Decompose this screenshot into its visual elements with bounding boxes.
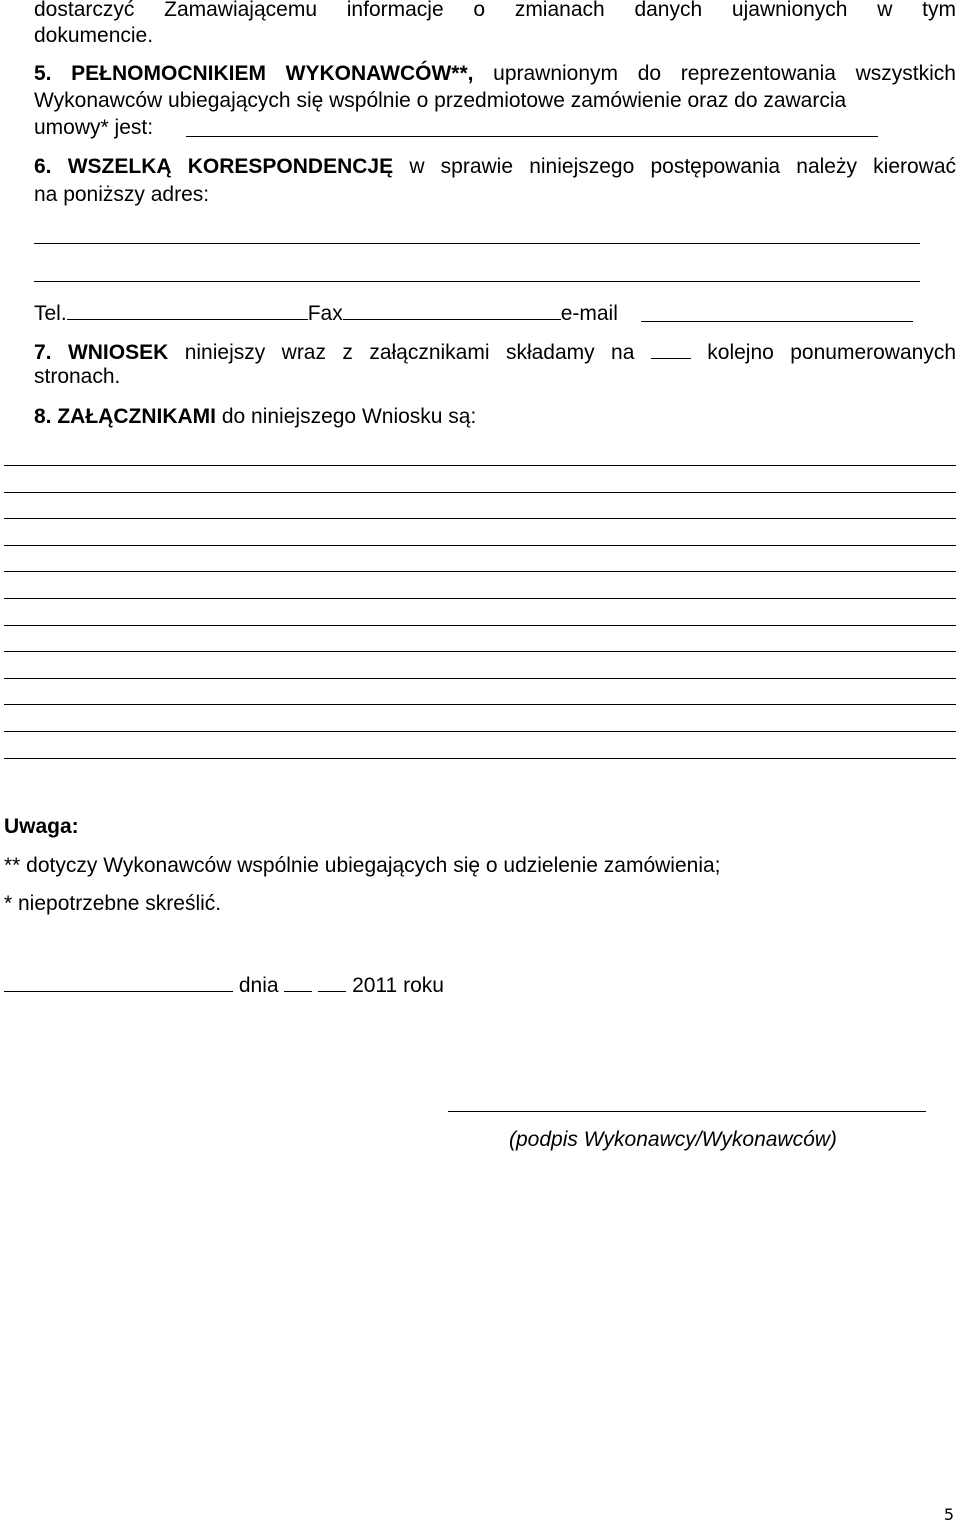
section-5-text: uprawnionym do reprezentowania wszystkich bbox=[493, 62, 956, 85]
address-line-1-field[interactable] bbox=[34, 243, 920, 244]
notes-heading: Uwaga: bbox=[4, 815, 79, 838]
tel-label: Tel. bbox=[34, 302, 67, 325]
section-5-line-1 bbox=[34, 62, 956, 86]
email-field[interactable] bbox=[641, 321, 913, 322]
section-5-line-2: Wykonawców ubiegających się wspólnie o przedmiotowe zamówienie oraz do zawarcia bbox=[34, 89, 847, 112]
section-7-text: niniejszy wraz z załącznikami składamy na bbox=[184, 341, 635, 364]
page-number: 5 bbox=[943, 1505, 954, 1524]
section-8-line bbox=[34, 405, 476, 429]
attachment-line[interactable] bbox=[4, 651, 956, 652]
section-6-number: 6. bbox=[34, 155, 52, 178]
section-7-line-1 bbox=[34, 338, 956, 365]
month-field[interactable] bbox=[318, 971, 346, 992]
section-6-line-2: na poniższy adres: bbox=[34, 183, 210, 206]
attachment-line[interactable] bbox=[4, 545, 956, 546]
section-6-line-1 bbox=[34, 155, 956, 179]
contact-line bbox=[34, 299, 618, 326]
attachment-line[interactable] bbox=[4, 625, 956, 626]
attachment-line[interactable] bbox=[4, 731, 956, 732]
dnia-label: dnia bbox=[238, 974, 279, 997]
place-field[interactable] bbox=[4, 971, 233, 992]
continuation-line-2: dokumencie. bbox=[34, 24, 154, 47]
section-6-text: w sprawie niniejszego postępowania należy kierować bbox=[409, 155, 957, 178]
section-7-line-2: stronach. bbox=[34, 365, 121, 388]
tel-field[interactable] bbox=[67, 299, 308, 320]
section-7-number: 7. bbox=[34, 341, 52, 364]
proxy-name-field[interactable] bbox=[186, 136, 878, 137]
attachment-line[interactable] bbox=[4, 518, 956, 519]
continuation-line-1: dostarczyć Zamawiającemu informacje o zmianach danych ujawnionych w tym bbox=[34, 0, 956, 21]
section-5-heading: PEŁNOMOCNIKIEM WYKONAWCÓW**, bbox=[71, 62, 474, 85]
date-line bbox=[4, 971, 444, 998]
attachment-line[interactable] bbox=[4, 704, 956, 705]
signature-field[interactable] bbox=[448, 1111, 926, 1112]
attachment-line[interactable] bbox=[4, 571, 956, 572]
note-strike-out: * niepotrzebne skreślić. bbox=[4, 892, 222, 915]
year-text: 2011 roku bbox=[352, 974, 444, 997]
page-count-field[interactable] bbox=[651, 338, 691, 359]
section-8-text: do niniejszego Wniosku są: bbox=[221, 405, 477, 428]
fax-label: Fax bbox=[307, 302, 343, 325]
attachment-line[interactable] bbox=[4, 598, 956, 599]
section-8-heading: ZAŁĄCZNIKAMI bbox=[57, 405, 216, 428]
attachment-line[interactable] bbox=[4, 492, 956, 493]
attachment-line[interactable] bbox=[4, 465, 956, 466]
email-label: e-mail bbox=[560, 302, 618, 325]
section-7-text-end: kolejno ponumerowanych bbox=[707, 341, 956, 364]
attachment-line[interactable] bbox=[4, 758, 956, 759]
address-line-2-field[interactable] bbox=[34, 281, 920, 282]
section-7-heading: WNIOSEK bbox=[67, 341, 169, 364]
note-joint-contractors: ** dotyczy Wykonawców wspólnie ubiegających się o udzielenie zamówienia; bbox=[4, 854, 721, 877]
section-5-line-3: umowy* jest: bbox=[34, 116, 154, 139]
section-5-number: 5. bbox=[34, 62, 52, 85]
section-6-heading: WSZELKĄ KORESPONDENCJĘ bbox=[67, 155, 394, 178]
day-field[interactable] bbox=[284, 971, 312, 992]
attachment-line[interactable] bbox=[4, 678, 956, 679]
signature-caption: (podpis Wykonawcy/Wykonawców) bbox=[509, 1128, 837, 1151]
section-8-number: 8. bbox=[34, 405, 52, 428]
fax-field[interactable] bbox=[343, 299, 561, 320]
